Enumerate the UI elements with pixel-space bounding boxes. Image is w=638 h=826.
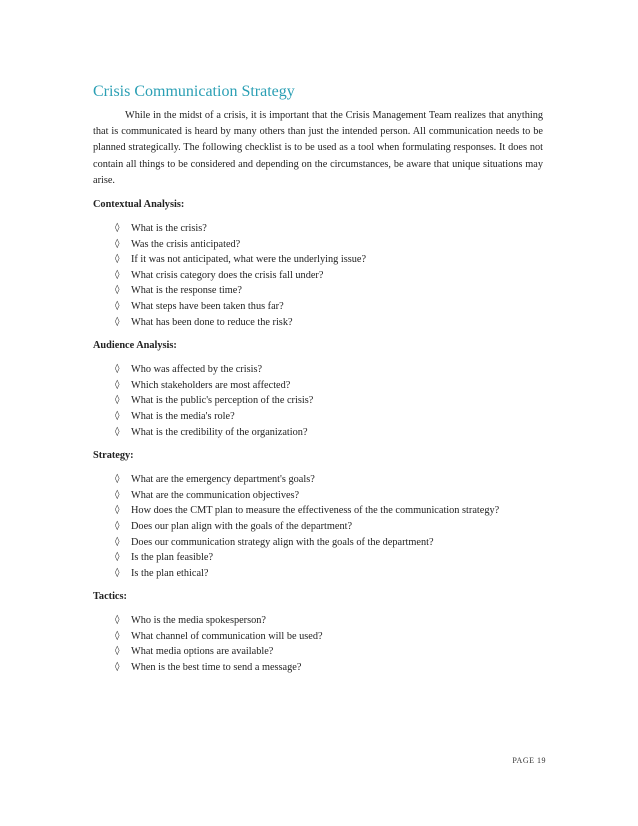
checklist-item — [93, 299, 543, 315]
checklist-item — [93, 488, 543, 504]
checklist-item — [93, 519, 543, 535]
page-title: Crisis Communication Strategy — [93, 83, 295, 100]
checklist-item-text: Was the crisis anticipated? — [131, 238, 241, 250]
checklist-item — [93, 503, 543, 519]
diamond-bullet-icon: ◊ — [115, 410, 120, 421]
checklist-item-text: What has been done to reduce the risk? — [131, 316, 293, 328]
checklist-item-text: What channel of communication will be used? — [131, 630, 323, 642]
checklist-item-text: What is the response time? — [131, 285, 242, 297]
checklist-item — [93, 283, 543, 299]
checklist — [93, 221, 543, 330]
checklist-item-text: Is the plan feasible? — [131, 552, 214, 564]
checklist-item-text: If it was not anticipated, what were the underlying issue? — [131, 254, 367, 266]
diamond-bullet-icon: ◊ — [115, 395, 120, 406]
checklist — [93, 472, 543, 581]
checklist-item — [93, 252, 543, 268]
section-heading: Contextual Analysis: — [93, 199, 185, 211]
checklist-item-text: What steps have been taken thus far? — [131, 300, 284, 312]
checklist-item-text: When is the best time to send a message? — [131, 662, 302, 674]
diamond-bullet-icon: ◊ — [115, 300, 120, 311]
section-heading: Tactics: — [93, 591, 127, 603]
diamond-bullet-icon: ◊ — [115, 567, 120, 578]
checklist-item-text: Does our plan align with the goals of the department? — [131, 520, 353, 532]
diamond-bullet-icon: ◊ — [115, 615, 120, 626]
checklist-item — [93, 629, 543, 645]
checklist-item — [93, 550, 543, 566]
checklist-item-text: What media options are available? — [131, 646, 274, 658]
checklist-item-text: What is the media's role? — [131, 410, 235, 422]
diamond-bullet-icon: ◊ — [115, 379, 120, 390]
section-heading: Strategy: — [93, 450, 134, 462]
diamond-bullet-icon: ◊ — [115, 474, 120, 485]
checklist — [93, 613, 543, 675]
diamond-bullet-icon: ◊ — [115, 316, 120, 327]
checklist-item — [93, 393, 543, 409]
section-heading: Audience Analysis: — [93, 340, 177, 352]
checklist-item-text: What are the communication objectives? — [131, 489, 300, 501]
checklist-item — [93, 644, 543, 660]
diamond-bullet-icon: ◊ — [115, 552, 120, 563]
checklist-sections — [93, 198, 543, 676]
checklist-item-text: Which stakeholders are most affected? — [131, 379, 291, 391]
diamond-bullet-icon: ◊ — [115, 536, 120, 547]
diamond-bullet-icon: ◊ — [115, 662, 120, 673]
diamond-bullet-icon: ◊ — [115, 505, 120, 516]
diamond-bullet-icon: ◊ — [115, 254, 120, 265]
checklist-item-text: Does our communication strategy align with the goals of the department? — [131, 536, 434, 548]
checklist-item-text: What are the emergency department's goals? — [131, 474, 315, 486]
checklist-item-text: Who was affected by the crisis? — [131, 364, 263, 376]
diamond-bullet-icon: ◊ — [115, 489, 120, 500]
diamond-bullet-icon: ◊ — [115, 364, 120, 375]
diamond-bullet-icon: ◊ — [115, 223, 120, 234]
checklist-item — [93, 409, 543, 425]
checklist-item-text: How does the CMT plan to measure the effectiveness of the the communication strategy? — [131, 505, 500, 517]
checklist-item — [93, 315, 543, 331]
checklist-item — [93, 378, 543, 394]
checklist-item — [93, 362, 543, 378]
page-number: PAGE 19 — [512, 756, 546, 765]
checklist — [93, 362, 543, 440]
diamond-bullet-icon: ◊ — [115, 238, 120, 249]
checklist-item — [93, 221, 543, 237]
diamond-bullet-icon: ◊ — [115, 630, 120, 641]
checklist-item — [93, 268, 543, 284]
checklist-item-text: What crisis category does the crisis fall under? — [131, 269, 324, 281]
checklist-item — [93, 472, 543, 488]
diamond-bullet-icon: ◊ — [115, 269, 120, 280]
checklist-item — [93, 535, 543, 551]
checklist-item-text: Is the plan ethical? — [131, 567, 209, 579]
checklist-item-text: Who is the media spokesperson? — [131, 615, 266, 627]
checklist-item — [93, 425, 543, 441]
diamond-bullet-icon: ◊ — [115, 426, 120, 437]
checklist-item — [93, 613, 543, 629]
diamond-bullet-icon: ◊ — [115, 520, 120, 531]
checklist-item-text: What is the public's perception of the crisis? — [131, 395, 314, 407]
checklist-item — [93, 237, 543, 253]
checklist-item — [93, 660, 543, 676]
diamond-bullet-icon: ◊ — [115, 285, 120, 296]
checklist-item — [93, 566, 543, 582]
diamond-bullet-icon: ◊ — [115, 646, 120, 657]
document-page — [93, 82, 543, 676]
intro-paragraph: While in the midst of a crisis, it is important that the Crisis Management Team realizes that anything that is communicated is heard by many others than just the intended person. All communication needs to be planned strategically. The following checklist is to be used as a tool when formulating responses. It does not contain all things to be considered and depending on the circumstances, be aware that unique situations may arise. — [93, 110, 543, 186]
checklist-item-text: What is the crisis? — [131, 223, 207, 235]
checklist-item-text: What is the credibility of the organization? — [131, 426, 308, 438]
